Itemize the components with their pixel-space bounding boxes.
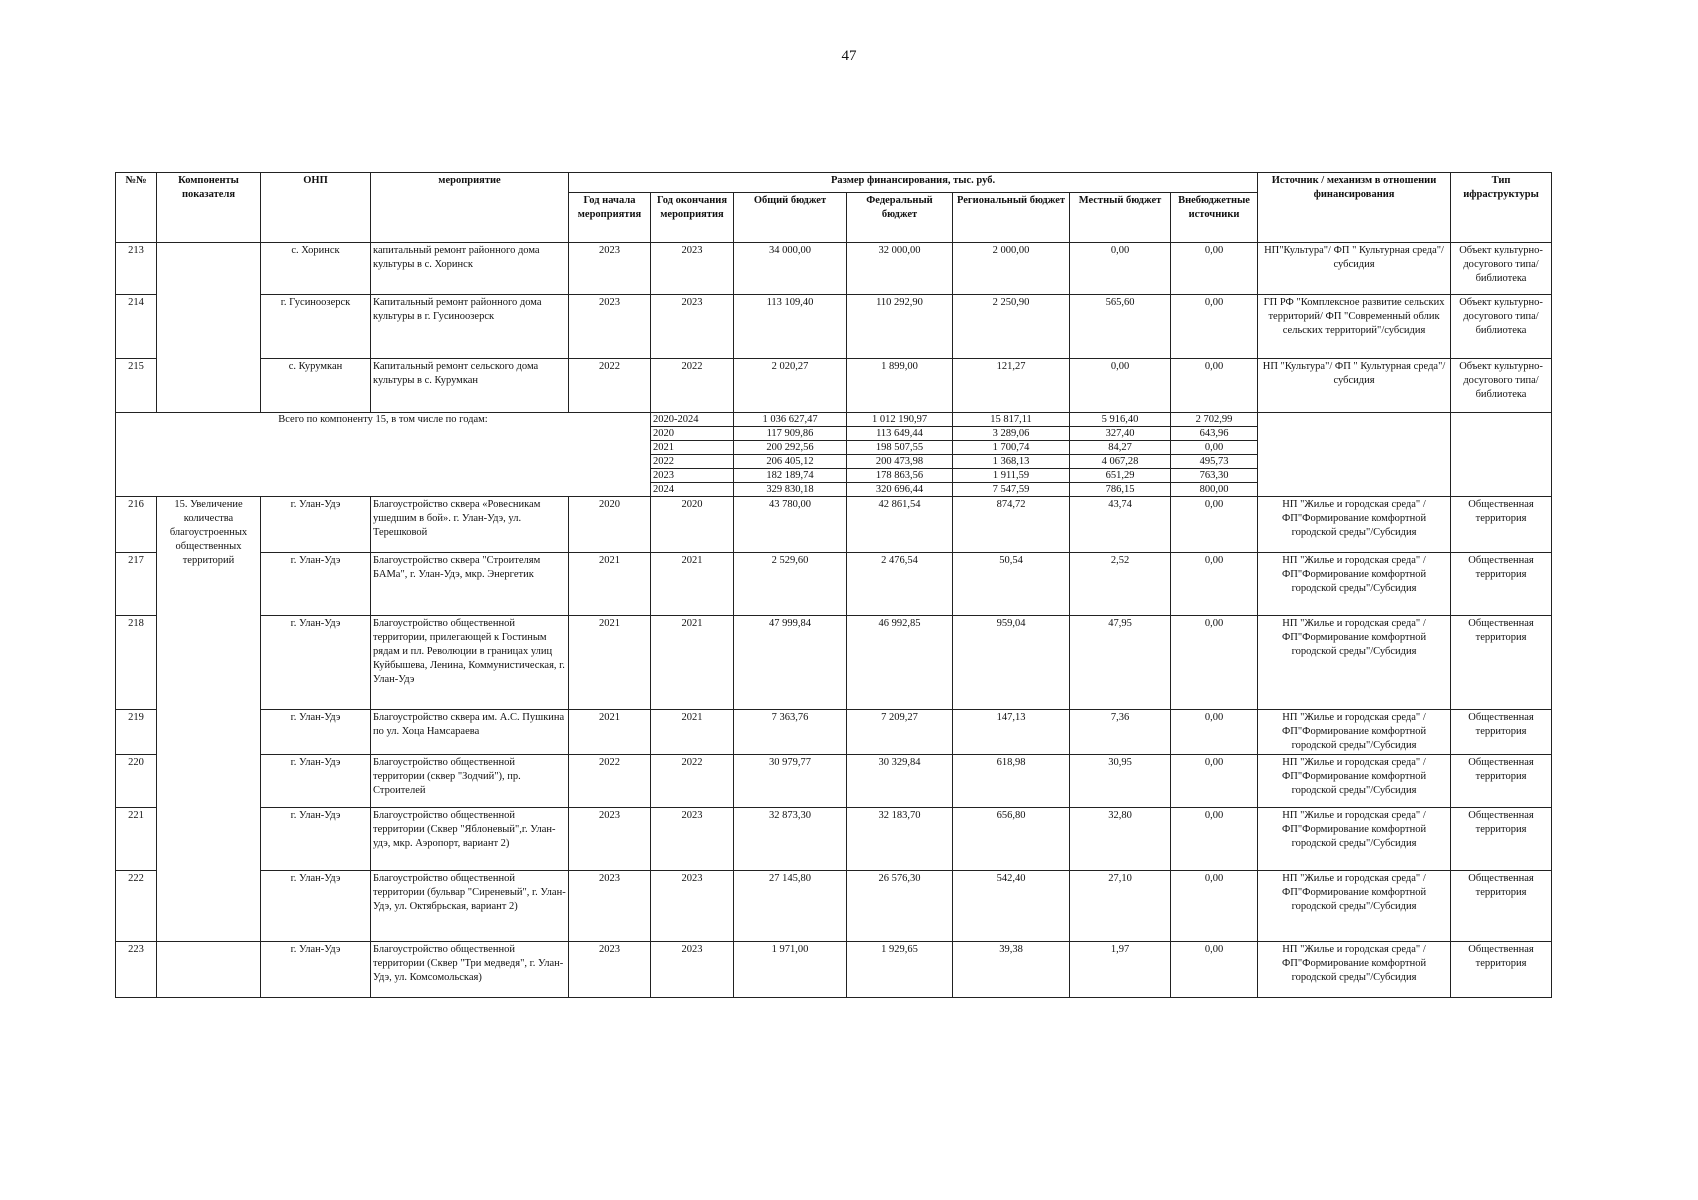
start-year-cell: 2023 [569,871,651,942]
infra-type-cell: Общественная территория [1451,942,1552,998]
source-cell: НП "Жилье и городская среда" /ФП"Формирование комфортной городской среды"/Субсидия [1258,553,1451,616]
totals-total-cell: 182 189,74 [734,469,847,483]
local-budget-cell: 0,00 [1070,243,1171,295]
totals-federal-cell: 178 863,56 [847,469,953,483]
end-year-cell: 2020 [651,497,734,553]
totals-label: Всего по компоненту 15, в том числе по годам: [116,413,651,497]
regional-budget-cell: 618,98 [953,755,1070,808]
onp-cell: г. Улан-Удэ [261,808,371,871]
start-year-cell: 2023 [569,808,651,871]
local-budget-cell: 565,60 [1070,295,1171,359]
row-number-cell: 213 [116,243,157,295]
regional-budget-cell: 39,38 [953,942,1070,998]
header-event: мероприятие [371,173,569,243]
total-budget-cell: 2 020,27 [734,359,847,413]
totals-local-cell: 5 916,40 [1070,413,1171,427]
end-year-cell: 2023 [651,295,734,359]
totals-local-cell: 651,29 [1070,469,1171,483]
federal-budget-cell: 1 929,65 [847,942,953,998]
row-number-cell: 214 [116,295,157,359]
header-federal-budget: Федеральный бюджет [847,193,953,243]
totals-regional-cell: 15 817,11 [953,413,1070,427]
extra-sources-cell: 0,00 [1171,808,1258,871]
federal-budget-cell: 32 183,70 [847,808,953,871]
total-budget-cell: 34 000,00 [734,243,847,295]
totals-year-cell: 2022 [651,455,734,469]
federal-budget-cell: 26 576,30 [847,871,953,942]
onp-cell: г. Улан-Удэ [261,710,371,755]
totals-year-cell: 2024 [651,483,734,497]
start-year-cell: 2021 [569,616,651,710]
local-budget-cell: 7,36 [1070,710,1171,755]
extra-sources-cell: 0,00 [1171,616,1258,710]
start-year-cell: 2023 [569,295,651,359]
totals-local-cell: 327,40 [1070,427,1171,441]
local-budget-cell: 1,97 [1070,942,1171,998]
start-year-cell: 2022 [569,755,651,808]
infra-type-cell: Общественная территория [1451,808,1552,871]
source-cell: НП "Жилье и городская среда" /ФП"Формирование комфортной городской среды"/Субсидия [1258,942,1451,998]
totals-year-cell: 2020-2024 [651,413,734,427]
header-start-year: Год начала мероприятия [569,193,651,243]
table-row [116,755,1552,808]
infra-type-cell: Объект культурно-досугового типа/библиотека [1451,295,1552,359]
total-budget-cell: 113 109,40 [734,295,847,359]
infra-type-cell: Общественная территория [1451,553,1552,616]
header-extra-sources: Внебюджетные источники [1171,193,1258,243]
federal-budget-cell: 7 209,27 [847,710,953,755]
extra-sources-cell: 0,00 [1171,243,1258,295]
regional-budget-cell: 121,27 [953,359,1070,413]
regional-budget-cell: 50,54 [953,553,1070,616]
event-cell: Благоустройство общественной территории, прилегающей к Гостиным рядам и пл. Революции в границах улиц Куйбышева, Ленина, Коммунистическая, г. Улан-Удэ [371,616,569,710]
table-row [116,295,1552,359]
extra-sources-cell: 0,00 [1171,755,1258,808]
row-number-cell: 216 [116,497,157,553]
federal-budget-cell: 42 861,54 [847,497,953,553]
infra-type-cell: Общественная территория [1451,497,1552,553]
local-budget-cell: 0,00 [1070,359,1171,413]
onp-cell: г. Улан-Удэ [261,755,371,808]
extra-sources-cell: 0,00 [1171,553,1258,616]
start-year-cell: 2022 [569,359,651,413]
infra-type-cell: Общественная территория [1451,755,1552,808]
start-year-cell: 2021 [569,553,651,616]
onp-cell: с. Хоринск [261,243,371,295]
regional-budget-cell: 874,72 [953,497,1070,553]
end-year-cell: 2023 [651,808,734,871]
totals-total-cell: 206 405,12 [734,455,847,469]
row-number-cell: 221 [116,808,157,871]
start-year-cell: 2023 [569,942,651,998]
table-row [116,359,1552,413]
row-number-cell: 219 [116,710,157,755]
onp-cell: г. Улан-Удэ [261,871,371,942]
totals-extra-cell: 643,96 [1171,427,1258,441]
table-row [116,497,1552,553]
totals-total-cell: 200 292,56 [734,441,847,455]
totals-extra-cell: 800,00 [1171,483,1258,497]
totals-extra-cell: 2 702,99 [1171,413,1258,427]
source-cell: НП"Культура"/ ФП " Культурная среда"/субсидия [1258,243,1451,295]
onp-cell: г. Улан-Удэ [261,553,371,616]
header-local-budget: Местный бюджет [1070,193,1171,243]
start-year-cell: 2020 [569,497,651,553]
table-row [116,710,1552,755]
header-type: Тип ифраструктуры [1451,173,1552,243]
event-cell: капитальный ремонт районного дома культуры в с. Хоринск [371,243,569,295]
totals-regional-cell: 3 289,06 [953,427,1070,441]
totals-federal-cell: 1 012 190,97 [847,413,953,427]
end-year-cell: 2021 [651,616,734,710]
onp-cell: с. Курумкан [261,359,371,413]
totals-federal-cell: 320 696,44 [847,483,953,497]
extra-sources-cell: 0,00 [1171,871,1258,942]
totals-total-cell: 117 909,86 [734,427,847,441]
header-regional-budget: Региональный бюджет [953,193,1070,243]
totals-regional-cell: 7 547,59 [953,483,1070,497]
header-onp: ОНП [261,173,371,243]
header-end-year: Год окончания мероприятия [651,193,734,243]
source-cell: НП "Жилье и городская среда" /ФП"Формирование комфортной городской среды"/Субсидия [1258,755,1451,808]
component-cell: 15. Увеличение количества благоустроенных общественных территорий [157,497,261,942]
regional-budget-cell: 147,13 [953,710,1070,755]
total-budget-cell: 30 979,77 [734,755,847,808]
event-cell: Благоустройство общественной территории (Сквер "Яблоневый",г. Улан-удэ, мкр. Аэропорт, вариант 2) [371,808,569,871]
totals-total-cell: 329 830,18 [734,483,847,497]
onp-cell: г. Улан-Удэ [261,497,371,553]
header-num: №№ [116,173,157,243]
totals-extra-cell: 763,30 [1171,469,1258,483]
header-component: Компоненты показателя [157,173,261,243]
event-cell: Благоустройство общественной территории (бульвар "Сиреневый", г. Улан-Удэ, ул. Октябрьская, вариант 2) [371,871,569,942]
extra-sources-cell: 0,00 [1171,359,1258,413]
start-year-cell: 2023 [569,243,651,295]
federal-budget-cell: 46 992,85 [847,616,953,710]
event-cell: Благоустройство общественной территории (сквер "Зодчий"), пр. Строителей [371,755,569,808]
header-source: Источник / механизм в отношении финансирования [1258,173,1451,243]
infra-type-cell: Общественная территория [1451,871,1552,942]
federal-budget-cell: 1 899,00 [847,359,953,413]
row-number-cell: 218 [116,616,157,710]
regional-budget-cell: 2 000,00 [953,243,1070,295]
totals-regional-cell: 1 368,13 [953,455,1070,469]
component-cell [157,942,261,998]
totals-extra-cell: 495,73 [1171,455,1258,469]
local-budget-cell: 30,95 [1070,755,1171,808]
end-year-cell: 2022 [651,755,734,808]
financing-table [115,172,1552,998]
page-number: 47 [841,48,857,64]
total-budget-cell: 47 999,84 [734,616,847,710]
totals-year-cell: 2020 [651,427,734,441]
table-row [116,616,1552,710]
totals-federal-cell: 113 649,44 [847,427,953,441]
source-cell: НП "Жилье и городская среда" /ФП"Формирование комфортной городской среды"/Субсидия [1258,871,1451,942]
infra-type-cell: Объект культурно-досугового типа/библиотека [1451,359,1552,413]
header-total-budget: Общий бюджет [734,193,847,243]
event-cell: Благоустройство сквера "Строителям БАМа", г. Улан-Удэ, мкр. Энергетик [371,553,569,616]
totals-local-cell: 4 067,28 [1070,455,1171,469]
totals-year-cell: 2021 [651,441,734,455]
extra-sources-cell: 0,00 [1171,710,1258,755]
end-year-cell: 2023 [651,871,734,942]
table-row [116,243,1552,295]
total-budget-cell: 7 363,76 [734,710,847,755]
row-number-cell: 217 [116,553,157,616]
regional-budget-cell: 959,04 [953,616,1070,710]
source-cell: НП "Культура"/ ФП " Культурная среда"/субсидия [1258,359,1451,413]
end-year-cell: 2023 [651,942,734,998]
end-year-cell: 2022 [651,359,734,413]
federal-budget-cell: 2 476,54 [847,553,953,616]
infra-type-cell: Общественная территория [1451,710,1552,755]
total-budget-cell: 27 145,80 [734,871,847,942]
totals-type-cell [1451,413,1552,497]
totals-row [116,413,1552,427]
end-year-cell: 2021 [651,553,734,616]
source-cell: НП "Жилье и городская среда" /ФП"Формирование комфортной городской среды"/Субсидия [1258,616,1451,710]
end-year-cell: 2021 [651,710,734,755]
row-number-cell: 220 [116,755,157,808]
extra-sources-cell: 0,00 [1171,942,1258,998]
table-row [116,871,1552,942]
header-financing: Размер финансирования, тыс. руб. [569,173,1258,193]
onp-cell: г. Улан-Удэ [261,942,371,998]
table-row [116,808,1552,871]
total-budget-cell: 43 780,00 [734,497,847,553]
local-budget-cell: 32,80 [1070,808,1171,871]
infra-type-cell: Объект культурно-досугового типа/библиотека [1451,243,1552,295]
federal-budget-cell: 110 292,90 [847,295,953,359]
end-year-cell: 2023 [651,243,734,295]
extra-sources-cell: 0,00 [1171,295,1258,359]
extra-sources-cell: 0,00 [1171,497,1258,553]
component-cell [157,243,261,413]
local-budget-cell: 27,10 [1070,871,1171,942]
row-number-cell: 223 [116,942,157,998]
federal-budget-cell: 32 000,00 [847,243,953,295]
row-number-cell: 215 [116,359,157,413]
event-cell: Благоустройство сквера «Ровесникам ушедшим в бой». г. Улан-Удэ, ул. Терешковой [371,497,569,553]
row-number-cell: 222 [116,871,157,942]
event-cell: Капитальный ремонт районного дома культуры в г. Гусиноозерск [371,295,569,359]
source-cell: НП "Жилье и городская среда" /ФП"Формирование комфортной городской среды"/Субсидия [1258,497,1451,553]
event-cell: Благоустройство сквера им. А.С. Пушкина по ул. Хоца Намсараева [371,710,569,755]
regional-budget-cell: 542,40 [953,871,1070,942]
event-cell: Капитальный ремонт сельского дома культуры в с. Курумкан [371,359,569,413]
local-budget-cell: 47,95 [1070,616,1171,710]
table-row [116,553,1552,616]
totals-extra-cell: 0,00 [1171,441,1258,455]
totals-federal-cell: 198 507,55 [847,441,953,455]
infra-type-cell: Общественная территория [1451,616,1552,710]
regional-budget-cell: 2 250,90 [953,295,1070,359]
totals-regional-cell: 1 700,74 [953,441,1070,455]
total-budget-cell: 2 529,60 [734,553,847,616]
onp-cell: г. Улан-Удэ [261,616,371,710]
totals-year-cell: 2023 [651,469,734,483]
totals-total-cell: 1 036 627,47 [734,413,847,427]
start-year-cell: 2021 [569,710,651,755]
table-row [116,942,1552,998]
local-budget-cell: 43,74 [1070,497,1171,553]
federal-budget-cell: 30 329,84 [847,755,953,808]
totals-regional-cell: 1 911,59 [953,469,1070,483]
source-cell: НП "Жилье и городская среда" /ФП"Формирование комфортной городской среды"/Субсидия [1258,808,1451,871]
totals-local-cell: 786,15 [1070,483,1171,497]
source-cell: НП "Жилье и городская среда" /ФП"Формирование комфортной городской среды"/Субсидия [1258,710,1451,755]
totals-federal-cell: 200 473,98 [847,455,953,469]
totals-local-cell: 84,27 [1070,441,1171,455]
totals-source-cell [1258,413,1451,497]
total-budget-cell: 1 971,00 [734,942,847,998]
regional-budget-cell: 656,80 [953,808,1070,871]
local-budget-cell: 2,52 [1070,553,1171,616]
total-budget-cell: 32 873,30 [734,808,847,871]
source-cell: ГП РФ "Комплексное развитие сельских территорий/ ФП "Современный облик сельских территорий"/субсидия [1258,295,1451,359]
onp-cell: г. Гусиноозерск [261,295,371,359]
event-cell: Благоустройство общественной территории (Сквер "Три медведя", г. Улан-Удэ, ул. Комсомольская) [371,942,569,998]
